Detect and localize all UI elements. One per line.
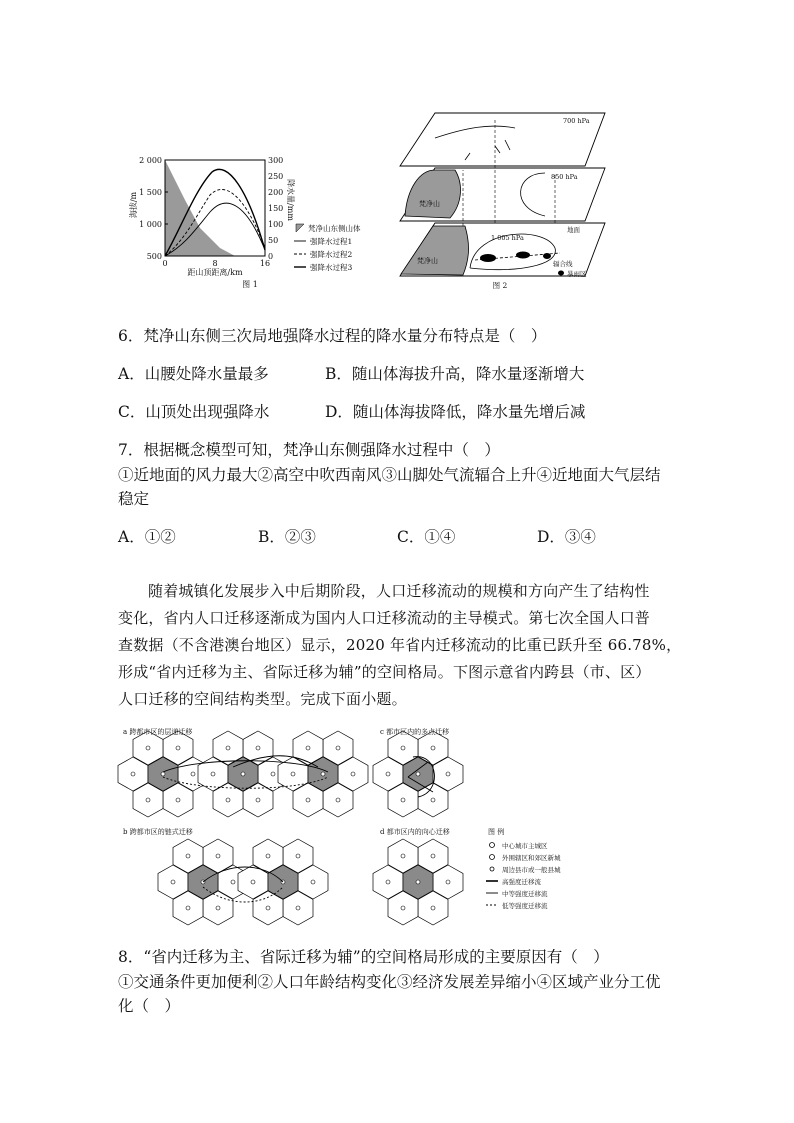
passage-line-2: 变化，省内人口迁移逐渐成为国内人口迁移流动的主导模式。第七次全国人口普: [118, 609, 651, 627]
passage-line-4: 形成“省内迁移为主、省际迁移为辅”的空间格局。下图示意省内跨县（市、区）: [118, 663, 651, 681]
panel-d-title: d 都市区内的向心迁移: [380, 828, 450, 836]
y-left-label: 海拔/m: [129, 191, 138, 219]
legend-series-3: 强降水过程3: [310, 263, 353, 272]
city-marker: [146, 746, 150, 750]
label-850: 850 hPa: [551, 173, 578, 181]
city-marker: [431, 906, 435, 910]
legend-series-1: 强降水过程1: [310, 237, 353, 246]
y-left-tick-1500: 1 500: [139, 188, 162, 197]
q6-option-b[interactable]: B．随山体海拔升高，降水量逐渐增大: [325, 365, 585, 383]
y-left-tick-1000: 1 000: [139, 220, 162, 229]
city-marker: [296, 906, 300, 910]
legend-center: 中心城市主城区: [502, 842, 548, 850]
y-left-tick-2000: 2 000: [139, 156, 162, 165]
figure-3-migration-diagram: [118, 722, 618, 932]
city-marker: [266, 906, 270, 910]
city-marker: [431, 798, 435, 802]
legend-low: 低等强度迁移流: [502, 902, 548, 910]
convergence-label: 辐合线: [553, 260, 573, 268]
passage-line-3: 查数据（不含港澳台地区）显示，2020 年省内迁移流动的比重已跃升至 66.78%，: [118, 636, 682, 654]
q8-stem: 8．“省内迁移为主、省际迁移为辅”的空间格局形成的主要原因有（ ）: [118, 948, 609, 966]
q6-option-d[interactable]: D．随山体海拔降低，降水量先增后减: [325, 403, 586, 421]
q6-stem: 6．梵净山东侧三次局地强降水过程的降水量分布特点是（ ）: [118, 327, 547, 345]
y-right-label: 降水量/mm: [286, 179, 295, 221]
legend-swatch-suburb: [490, 855, 495, 860]
isobar-label: 1 005 hPa: [491, 234, 524, 242]
legend-swatch-center: [490, 843, 495, 848]
city-marker: [416, 880, 420, 884]
panel-a-title: a 跨都市区的层递迁移: [123, 728, 193, 736]
y-right-tick-100: 100: [268, 220, 284, 229]
x-tick-16: 16: [259, 259, 271, 268]
city-marker: [226, 798, 230, 802]
y-right-tick-50: 50: [268, 236, 279, 245]
y-right-tick-150: 150: [268, 204, 284, 213]
q7-option-c[interactable]: C．①④: [397, 528, 456, 546]
figure-1-chart: [130, 150, 390, 290]
legend-county: 周边县市或一般县城: [502, 866, 561, 874]
legend-rain-label: 暴雨区: [567, 270, 587, 278]
label-700: 700 hPa: [563, 117, 590, 125]
city-marker: [216, 906, 220, 910]
city-marker: [351, 772, 355, 776]
city-marker: [176, 746, 180, 750]
x-tick-0: 0: [162, 259, 168, 268]
city-marker: [386, 880, 390, 884]
passage-line-1: 随着城镇化发展步入中后期阶段，人口迁移流动的规模和方向产生了结构性: [148, 582, 650, 600]
city-marker: [226, 746, 230, 750]
q7-option-b[interactable]: B．②③: [258, 528, 316, 546]
city-marker: [256, 746, 260, 750]
city-marker: [401, 854, 405, 858]
city-marker: [186, 854, 190, 858]
label-ground: 地面: [567, 226, 580, 234]
panel-c-title: c 都市区内的多点迁移: [380, 728, 450, 736]
city-marker: [431, 746, 435, 750]
figure-2-diagram: [395, 108, 625, 293]
city-marker: [241, 772, 245, 776]
city-marker: [401, 798, 405, 802]
y-left-tick-500: 500: [146, 252, 162, 261]
legend-title: 图 例: [488, 828, 505, 836]
city-marker: [431, 854, 435, 858]
city-marker: [211, 772, 215, 776]
legend-swatch-county: [490, 867, 494, 871]
city-marker: [256, 798, 260, 802]
mountain-label-ground: 梵净山: [417, 257, 438, 265]
city-marker: [176, 798, 180, 802]
y-right-tick-300: 300: [268, 156, 284, 165]
mountain-ground: [401, 226, 469, 275]
city-marker: [296, 854, 300, 858]
q7-statements-line2: 稳定: [118, 490, 150, 508]
city-marker: [446, 880, 450, 884]
legend-rain-swatch: [558, 271, 564, 276]
city-marker: [446, 772, 450, 776]
x-axis-label: 距山顶距离/km: [187, 268, 243, 277]
city-marker: [336, 746, 340, 750]
mountain-label-850: 梵净山: [419, 200, 440, 208]
mountain-850: [405, 170, 460, 218]
city-marker: [416, 772, 420, 776]
city-marker: [291, 772, 295, 776]
legend-suburb: 外围辖区和郊区新城: [502, 854, 561, 862]
q7-option-d[interactable]: D．③④: [537, 528, 596, 546]
city-marker: [271, 772, 275, 776]
rain-area-1: [480, 254, 496, 262]
figure-1-caption: 图 1: [242, 280, 258, 289]
city-marker: [321, 772, 325, 776]
x-tick-8: 8: [212, 259, 218, 268]
figure-2-caption: 图 2: [492, 281, 508, 290]
q7-stem: 7．根据概念模型可知，梵净山东侧强降水过程中（ ）: [118, 441, 500, 459]
mountain-area: [165, 160, 235, 256]
q6-option-a[interactable]: A．山腰处降水量最多: [118, 365, 269, 383]
city-marker: [251, 880, 255, 884]
city-marker: [306, 746, 310, 750]
city-marker: [401, 746, 405, 750]
panel-b-title: b 跨都市区的链式迁移: [123, 828, 193, 836]
city-marker: [266, 854, 270, 858]
city-marker: [231, 880, 235, 884]
legend-mid: 中等强度迁移流: [502, 890, 548, 898]
y-right-tick-250: 250: [268, 172, 284, 181]
passage: [118, 578, 682, 713]
city-marker: [386, 772, 390, 776]
city-marker: [161, 772, 165, 776]
city-marker: [171, 880, 175, 884]
city-marker: [401, 906, 405, 910]
y-right-tick-200: 200: [268, 188, 284, 197]
q7-option-a[interactable]: A．①②: [118, 528, 176, 546]
city-marker: [191, 772, 195, 776]
q7-statements-line1: ①近地面的风力最大②高空中吹西南风③山脚处气流辐合上升④近地面大气层结: [118, 466, 661, 484]
q8-statements-line1: ①交通条件更加便利②人口年龄结构变化③经济发展差异缩小④区域产业分工优: [118, 973, 661, 991]
legend-mountain: 梵净山东侧山体: [308, 224, 361, 233]
city-marker: [146, 798, 150, 802]
city-marker: [131, 772, 135, 776]
q8-statements-line2: 化（ ）: [118, 997, 181, 1015]
city-marker: [336, 798, 340, 802]
q6-option-c[interactable]: C．山顶处出现强降水: [118, 403, 270, 421]
legend-series-2: 强降水过程2: [310, 250, 353, 259]
city-marker: [306, 798, 310, 802]
y-right-tick-0: 0: [268, 252, 274, 261]
city-marker: [311, 880, 315, 884]
legend-mountain-swatch: [296, 224, 304, 232]
city-marker: [216, 854, 220, 858]
passage-line-5: 人口迁移的空间结构类型。完成下面小题。: [118, 690, 407, 708]
city-marker: [186, 906, 190, 910]
rain-area-2: [516, 252, 530, 259]
legend-high: 高强度迁移流: [502, 878, 541, 886]
